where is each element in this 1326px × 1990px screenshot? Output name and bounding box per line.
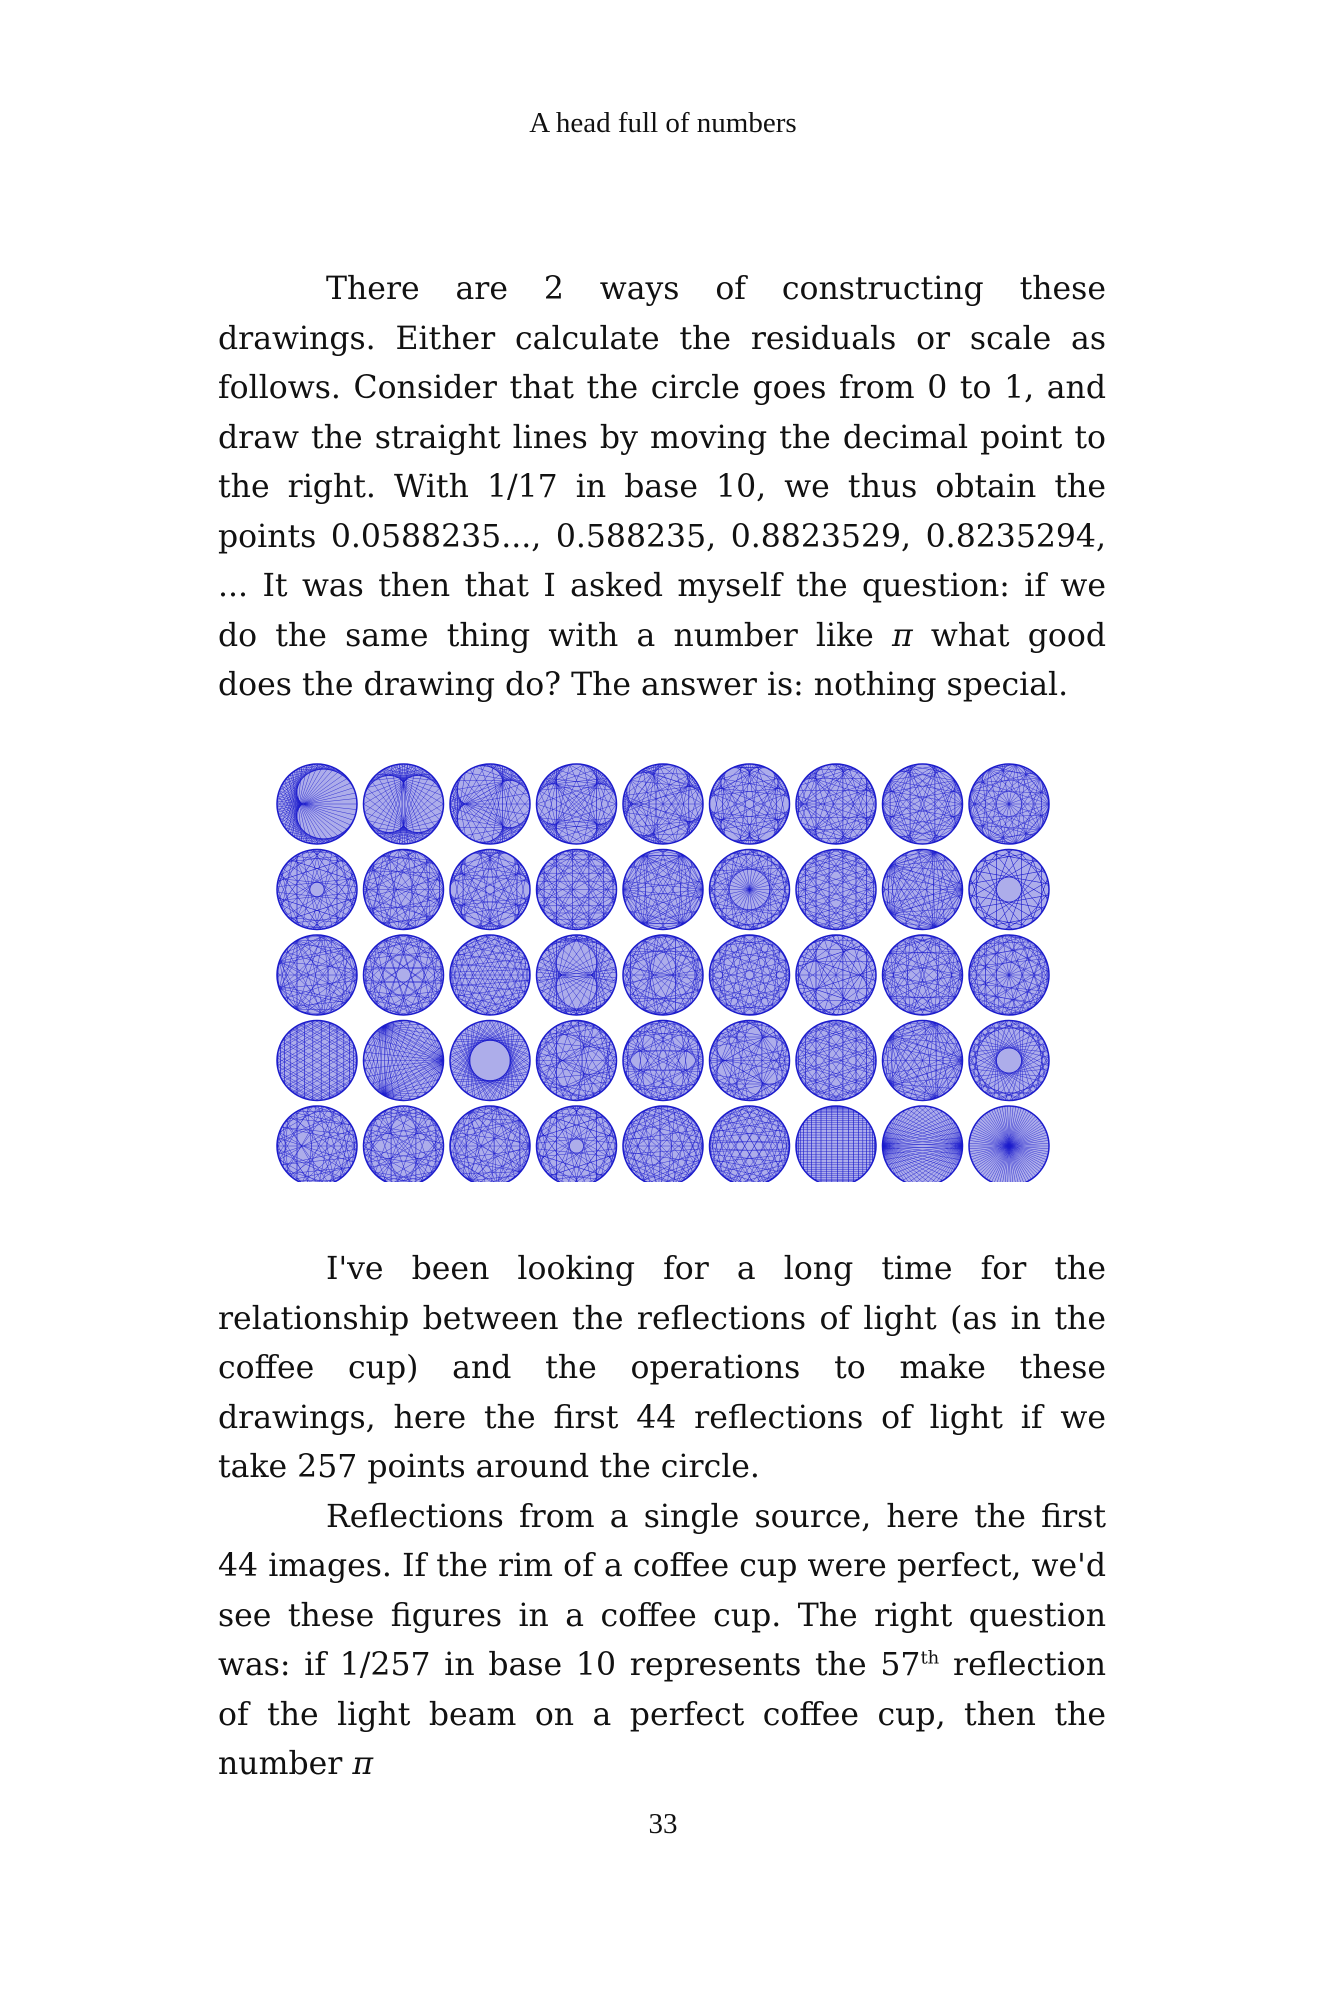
circle-drawing: [364, 850, 444, 930]
circle-drawing: [969, 1106, 1049, 1182]
paragraph-1-text-b: what good does the drawing do? The answer is: nothing special.: [218, 617, 1106, 703]
circle-drawing: [450, 1021, 530, 1101]
circle-drawing: [969, 935, 1049, 1015]
circle-drawing: [450, 935, 530, 1015]
circle-drawing: [537, 764, 617, 844]
paragraph-2-text: I've been looking for a long time for the relationship between the reflections of light (as in the coffee cup) and the operations to make these drawings, here the first 44 reflections of light if we take 257 points around the circle.: [218, 1251, 1106, 1485]
circle-drawing: [364, 1021, 444, 1101]
paragraph-3: [218, 1493, 1106, 1790]
superscript-th: th: [920, 1647, 940, 1669]
circle-drawing: [537, 935, 617, 1015]
circle-drawing: [883, 850, 963, 930]
circle-drawing: [623, 850, 703, 930]
circle-drawing: [364, 764, 444, 844]
circle-drawing: [969, 764, 1049, 844]
circle-drawing: [623, 1021, 703, 1101]
circle-drawing: [796, 935, 876, 1015]
paragraph-1-text-a: There are 2 ways of constructing these drawings. Either calculate the residuals or scale as follows. Consider that the circle goes from 0 to 1, and draw the straight lines by moving the decimal point to the right. With 1/17 in base 10, we thus obtain the points 0.0588235..., 0.588235, 0.8823529, 0.8235294, ... It was then that I asked myself the question: if we do the same thing with a number like: [218, 271, 1106, 654]
circle-drawing: [796, 1021, 876, 1101]
circle-drawing: [623, 764, 703, 844]
circle-drawing: [969, 850, 1049, 930]
circle-drawing: [623, 1106, 703, 1182]
paragraph-2: [218, 1245, 1106, 1493]
circle-drawing: [710, 850, 790, 930]
pi-symbol: π: [892, 617, 913, 654]
circle-drawing: [277, 935, 357, 1015]
circle-drawing: [710, 1106, 790, 1182]
running-header: A head full of numbers: [529, 107, 797, 139]
paragraph-3-text-b: reflection of the light beam on a perfect coffee cup, then the number: [218, 1647, 1106, 1782]
circle-drawing: [883, 1021, 963, 1101]
page-number: 33: [648, 1808, 678, 1840]
circle-drawings-figure: [272, 762, 1052, 1182]
circle-drawing: [796, 764, 876, 844]
circle-drawing: [710, 764, 790, 844]
circle-drawing: [883, 764, 963, 844]
paragraph-1: [218, 265, 1106, 711]
circle-drawing: [796, 850, 876, 930]
circle-drawing: [364, 935, 444, 1015]
circle-drawing: [450, 1106, 530, 1182]
circle-drawing: [450, 850, 530, 930]
circle-drawing: [883, 935, 963, 1015]
circle-drawing: [623, 935, 703, 1015]
circle-drawing: [364, 1106, 444, 1182]
circle-drawing: [710, 1021, 790, 1101]
circle-drawing: [969, 1021, 1049, 1101]
circle-drawing: [277, 1021, 357, 1101]
circle-drawing: [277, 850, 357, 930]
circle-drawing: [537, 1021, 617, 1101]
circle-drawing: [450, 764, 530, 844]
paragraphs-2-3: [218, 1245, 1106, 1790]
circle-drawing: [537, 1106, 617, 1182]
pi-symbol: π: [352, 1746, 374, 1782]
circle-drawing: [796, 1106, 876, 1182]
paragraph-3-text-a: Reflections from a single source, here the first 44 images. If the rim of a coffee cup were perfect, we'd see these figures in a coffee cup. The right question was: if 1/257 in base 10 represents the 57: [218, 1498, 1106, 1683]
circle-drawing: [277, 764, 357, 844]
circle-drawing: [883, 1106, 963, 1182]
circle-drawing: [710, 935, 790, 1015]
circle-drawing: [277, 1106, 357, 1182]
circle-drawing: [537, 850, 617, 930]
